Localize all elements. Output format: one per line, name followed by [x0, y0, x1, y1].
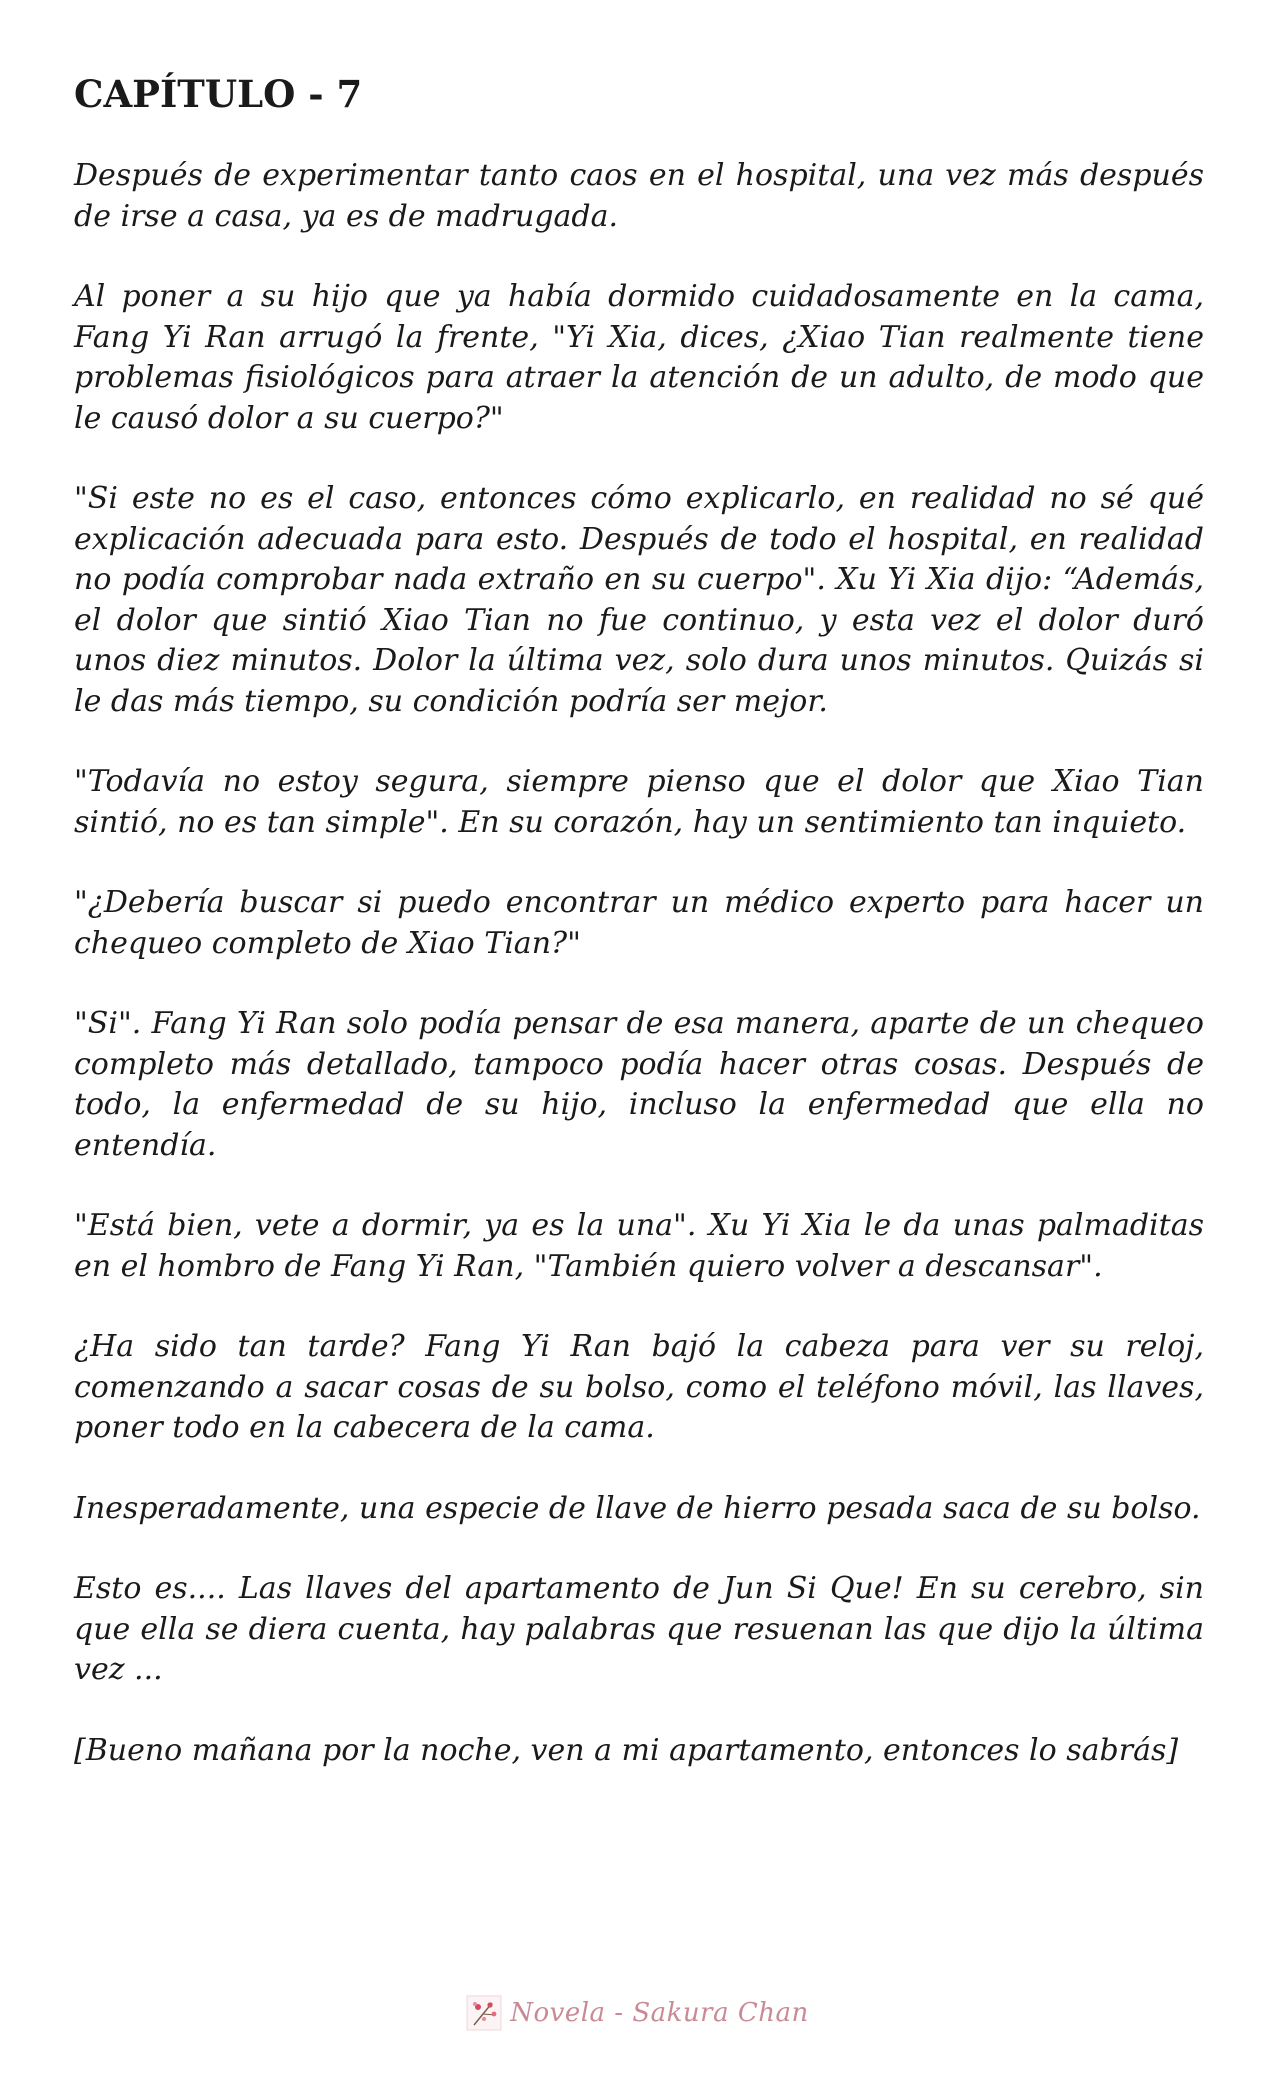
- paragraph: "¿Debería buscar si puedo encontrar un médico experto para hacer un chequeo completo de Xiao Tian?": [74, 885, 1204, 961]
- paragraph: Después de experimentar tanto caos en el hospital, una vez más después de irse a casa, ya es de madrugada.: [74, 158, 1204, 234]
- paragraph: Inesperadamente, una especie de llave de hierro pesada saca de su bolso.: [74, 1490, 1201, 1526]
- paragraph: Esto es.... Las llaves del apartamento de Jun Si Que! En su cerebro, sin que ella se diera cuenta, hay palabras que resuenan las que dijo la última vez ...: [74, 1571, 1204, 1688]
- chapter-title: CAPÍTULO - 7: [74, 72, 363, 116]
- footer-credit: Novela - Sakura Chan: [510, 1998, 809, 2028]
- paragraph: "Está bien, vete a dormir, ya es la una". Xu Yi Xia le da unas palmaditas en el hombro de Fang Yi Ran, "También quiero volver a descansar".: [74, 1208, 1204, 1284]
- paragraph: "Si este no es el caso, entonces cómo explicarlo, en realidad no sé qué explicación adecuada para esto. Después de todo el hospital, en realidad no podía comprobar nada extraño en su cuerpo". Xu Yi Xia dijo: “Además, el dolor que sintió Xiao Tian no fue continuo, y esta vez el dolor duró unos diez minutos. Dolor la última vez, solo dura unos minutos. Quizás si le das más tiempo, su condición podría ser mejor.: [74, 481, 1204, 719]
- paragraph: Al poner a su hijo que ya había dormido cuidadosamente en la cama, Fang Yi Ran arrugó la frente, "Yi Xia, dices, ¿Xiao Tian realmente tiene problemas fisiológicos para atraer la atención de un adulto, de modo que le causó dolor a su cuerpo?": [74, 279, 1204, 436]
- footer-watermark: [0, 1995, 1275, 2031]
- paragraph: [Bueno mañana por la noche, ven a mi apartamento, entonces lo sabrás]: [74, 1732, 1179, 1768]
- sakura-flower-icon: [466, 1995, 502, 2031]
- paragraph: "Todavía no estoy segura, siempre pienso que el dolor que Xiao Tian sintió, no es tan simple". En su corazón, hay un sentimiento tan inquieto.: [74, 764, 1204, 840]
- paragraph: ¿Ha sido tan tarde? Fang Yi Ran bajó la cabeza para ver su reloj, comenzando a sacar cosas de su bolso, como el teléfono móvil, las llaves, poner todo en la cabecera de la cama.: [74, 1329, 1204, 1446]
- document-page: [74, 72, 1204, 1811]
- paragraph: "Si". Fang Yi Ran solo podía pensar de esa manera, aparte de un chequeo completo más detallado, tampoco podía hacer otras cosas. Después de todo, la enfermedad de su hijo, incluso la enfermedad que ella no entendía.: [74, 1006, 1204, 1163]
